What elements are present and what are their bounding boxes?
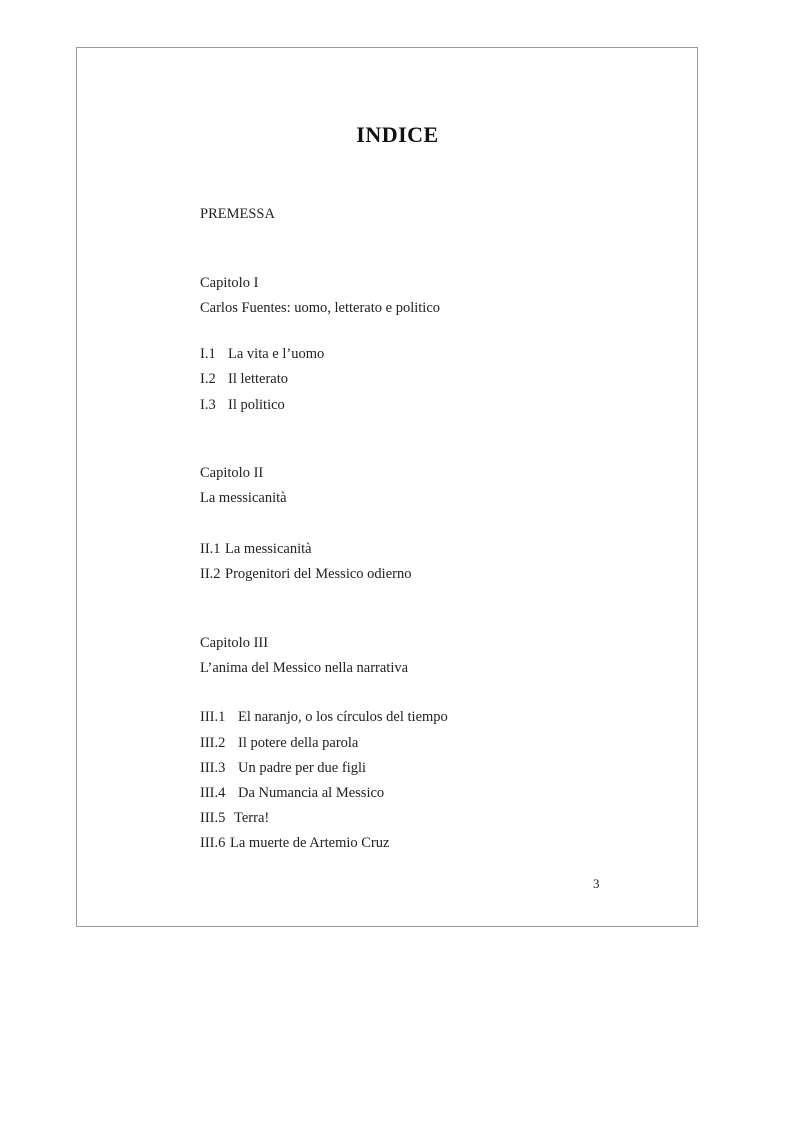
section-3-4 (200, 785, 384, 802)
chapter-1-label: Capitolo I (200, 275, 259, 291)
section-number: I.1 (200, 346, 216, 362)
section-1-2 (200, 371, 288, 388)
section-title: Il politico (228, 397, 285, 413)
page-number: 3 (593, 876, 600, 891)
section-number: III.2 (200, 735, 226, 751)
section-1-1 (200, 346, 324, 363)
section-number: III.3 (200, 760, 226, 776)
section-number: I.3 (200, 397, 216, 413)
section-1-3 (200, 397, 285, 414)
premessa-entry: PREMESSA (200, 206, 275, 222)
section-title: El naranjo, o los círculos del tiempo (238, 709, 448, 725)
section-3-3 (200, 760, 366, 777)
section-number: II.2 (200, 566, 221, 582)
chapter-3-label: Capitolo III (200, 635, 269, 651)
section-3-1 (200, 709, 448, 726)
section-number: III.5 (200, 810, 226, 826)
section-title: Il potere della parola (238, 735, 359, 751)
chapter-1-title: Carlos Fuentes: uomo, letterato e politico (200, 300, 441, 316)
section-3-5 (200, 810, 269, 827)
section-3-2 (200, 735, 358, 752)
section-2-2 (200, 566, 411, 583)
page-border (76, 47, 698, 927)
section-number: II.1 (200, 541, 221, 557)
chapter-3-title: L’anima del Messico nella narrativa (200, 660, 409, 676)
section-title: La muerte de Artemio Cruz (230, 835, 390, 851)
section-title: Un padre per due figli (238, 760, 367, 776)
section-3-6 (200, 835, 389, 852)
section-title: La messicanità (225, 541, 312, 557)
chapter-2-label: Capitolo II (200, 465, 264, 481)
section-number: I.2 (200, 371, 216, 387)
section-number: III.6 (200, 835, 226, 851)
section-title: Da Numancia al Messico (238, 785, 385, 801)
section-title: Il letterato (228, 371, 288, 387)
section-2-1 (200, 541, 312, 558)
section-number: III.4 (200, 785, 226, 801)
index-title: INDICE (356, 122, 439, 147)
section-title: La vita e l’uomo (228, 346, 325, 362)
section-title: Progenitori del Messico odierno (225, 566, 412, 582)
section-number: III.1 (200, 709, 226, 725)
chapter-2-title: La messicanità (200, 490, 287, 506)
section-title: Terra! (234, 810, 270, 826)
